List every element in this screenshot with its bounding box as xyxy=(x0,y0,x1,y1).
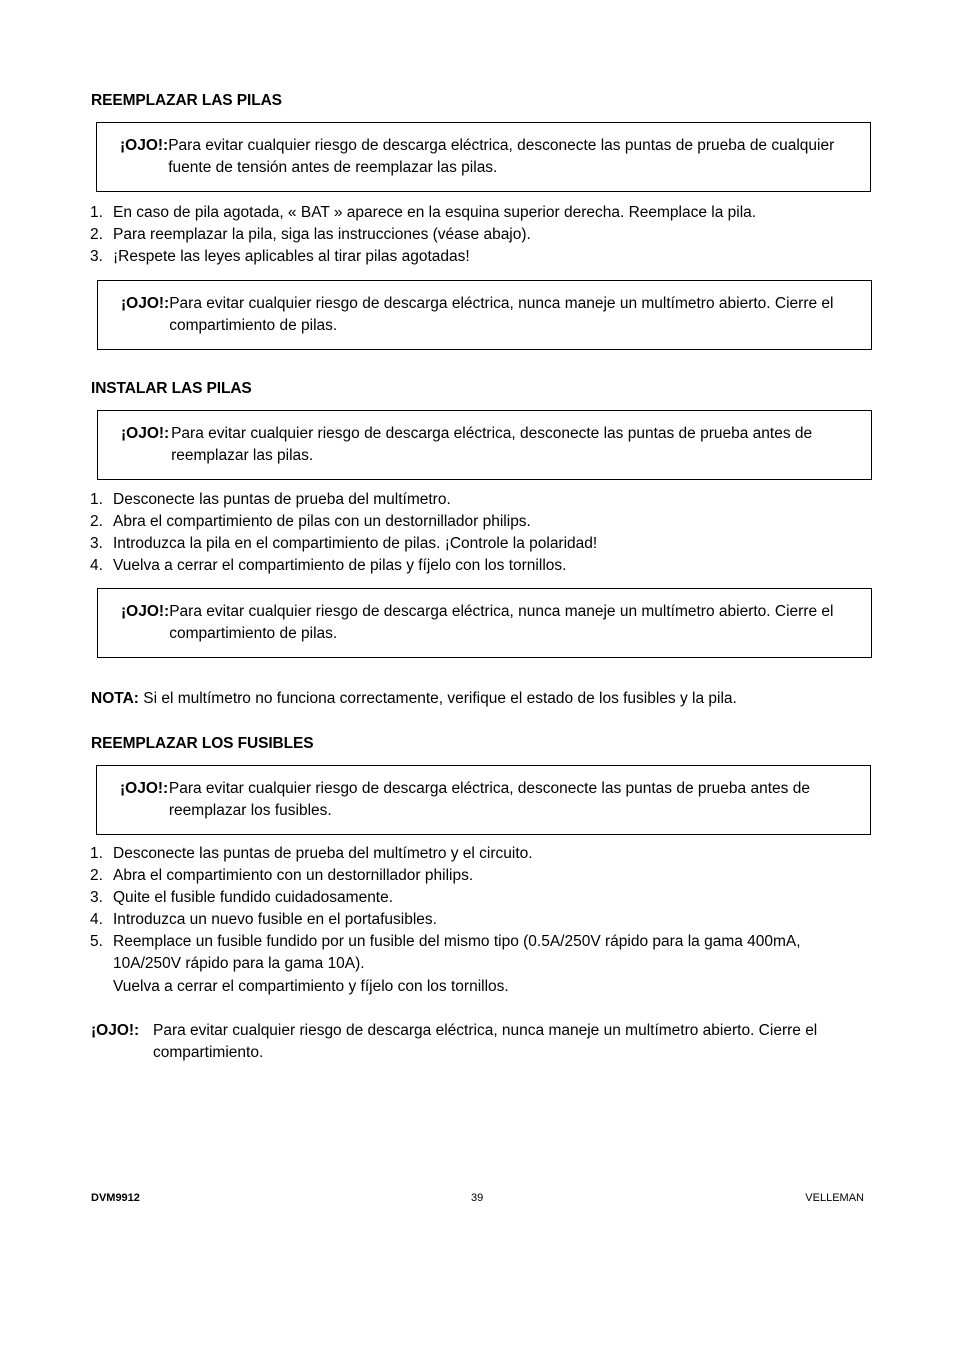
warning-text: Para evitar cualquier riesgo de descarga eléctrica, desconecte las puntas de prueba antes de reemplazar las pilas. xyxy=(171,425,813,464)
warning-text: Para evitar cualquier riesgo de descarga eléctrica, nunca maneje un multímetro abierto. Cierre el compartimiento de pilas. xyxy=(169,295,834,334)
warning-note xyxy=(121,293,851,337)
note-label: NOTA: xyxy=(91,690,139,707)
list-item: 3. Introduzca la pila en el compartimiento de pilas. ¡Controle la polaridad! xyxy=(90,535,598,552)
warning-label: ¡OJO!: xyxy=(91,1022,140,1039)
warning-text: Para evitar cualquier riesgo de descarga eléctrica, desconecte las puntas de prueba de cualquier fuente de tensión antes de reemplazar las pilas. xyxy=(168,137,835,176)
step-continuation: Vuelva a cerrar el compartimiento y fíjelo con los tornillos. xyxy=(113,978,509,995)
list-item: 4. Introduzca un nuevo fusible en el portafusibles. xyxy=(90,911,437,928)
warning-text: Para evitar cualquier riesgo de descarga eléctrica, desconecte las puntas de prueba antes de reemplazar los fusibles. xyxy=(168,780,810,819)
warning-text: Para evitar cualquier riesgo de descarga eléctrica, nunca maneje un multímetro abierto. Cierre el compartimiento. xyxy=(153,1022,818,1061)
list-item: 1. Desconecte las puntas de prueba del multímetro. xyxy=(90,491,451,508)
footer-page-number: 39 xyxy=(471,1192,484,1204)
list-item: 3. ¡Respete las leyes aplicables al tirar pilas agotadas! xyxy=(90,248,470,265)
list-item: 2. Abra el compartimiento de pilas con un destornillador philips. xyxy=(90,513,531,530)
note-paragraph xyxy=(91,688,871,710)
footer-model: DVM9912 xyxy=(91,1192,140,1204)
section-title-install-batteries: INSTALAR LAS PILAS xyxy=(91,380,252,397)
warning-note xyxy=(120,778,850,822)
steps-list xyxy=(90,489,830,577)
list-item: 3. Quite el fusible fundido cuidadosamente. xyxy=(90,889,394,906)
list-item: 4. Vuelva a cerrar el compartimiento de pilas y fíjelo con los tornillos. xyxy=(90,557,567,574)
list-item: 2. Abra el compartimiento con un destornillador philips. xyxy=(90,867,474,884)
warning-note xyxy=(121,423,851,467)
warning-label: ¡OJO!: xyxy=(121,425,170,442)
warning-note xyxy=(120,135,840,179)
list-item: 1. Desconecte las puntas de prueba del multímetro y el circuito. xyxy=(90,845,533,862)
note-text: Si el multímetro no funciona correctamente, verifique el estado de los fusibles y la pila. xyxy=(138,690,737,707)
footer-brand: VELLEMAN xyxy=(805,1192,864,1204)
section-title-replace-fuses: REEMPLAZAR LOS FUSIBLES xyxy=(91,735,314,752)
warning-text: Para evitar cualquier riesgo de descarga eléctrica, nunca maneje un multímetro abierto. Cierre el compartimiento de pilas. xyxy=(169,603,834,642)
warning-note xyxy=(91,1020,851,1064)
section-title-replace-batteries: REEMPLAZAR LAS PILAS xyxy=(91,92,282,109)
warning-label: ¡OJO!: xyxy=(120,137,169,154)
steps-list xyxy=(90,843,830,975)
warning-label: ¡OJO!: xyxy=(120,780,169,797)
steps-list xyxy=(90,202,830,268)
list-item: 5. Reemplace un fusible fundido por un fusible del mismo tipo (0.5A/250V rápido para la gama 400mA, 10A/250V rápido para la gama 10A). xyxy=(90,933,801,972)
list-item: 2. Para reemplazar la pila, siga las instrucciones (véase abajo). xyxy=(90,226,531,243)
list-item: 1. En caso de pila agotada, « BAT » aparece en la esquina superior derecha. Reemplace la pila. xyxy=(90,204,757,221)
warning-label: ¡OJO!: xyxy=(121,603,170,620)
warning-label: ¡OJO!: xyxy=(121,295,170,312)
warning-note xyxy=(121,601,851,645)
